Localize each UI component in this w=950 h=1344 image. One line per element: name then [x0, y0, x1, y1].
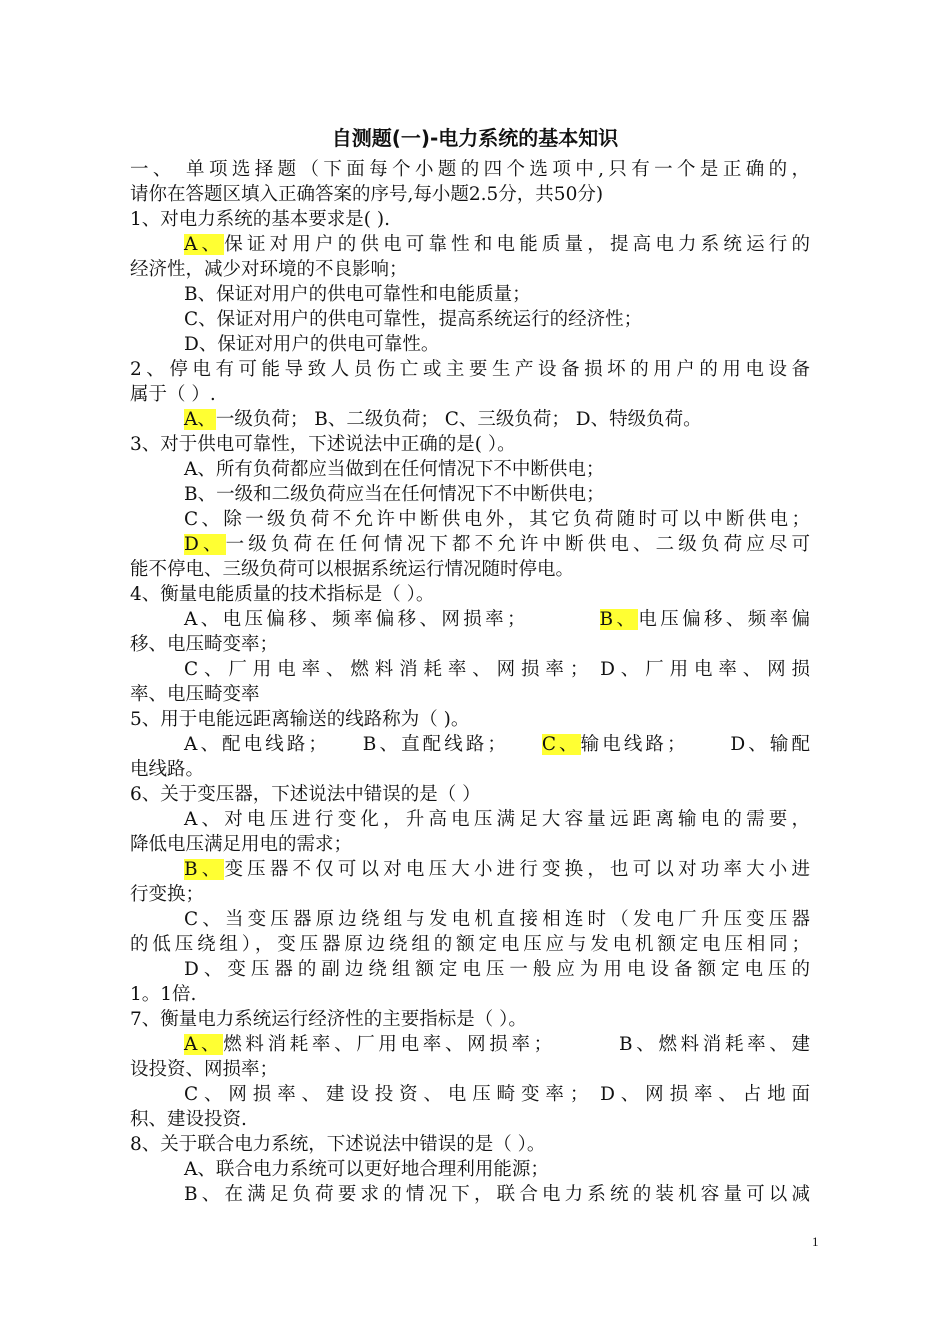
question-3-option-d-cont: 能不停电、三级负荷可以根据系统运行情况随时停电。 — [130, 559, 575, 580]
question-3-stem: 3、对于供电可靠性，下述说法中正确的是( ）。 — [130, 434, 516, 455]
question-6-option-a-cont: 降低电压满足用电的需求； — [130, 834, 353, 855]
option-text: 燃料消耗率、厂用电率、网损率； B、燃料消耗率、建 — [223, 1034, 810, 1055]
question-3-option-c: C、除一级负荷不允许中断供电外，其它负荷随时可以中断供电； — [184, 509, 810, 530]
question-5-options-cont: 电线路。 — [130, 759, 205, 780]
question-3-option-a: A、所有负荷都应当做到在任何情况下不中断供电； — [184, 459, 605, 480]
question-7-stem: 7、衡量电力系统运行经济性的主要指标是（ ）。 — [130, 1009, 527, 1030]
question-6-stem: 6、关于变压器，下述说法中错误的是（ ） — [130, 784, 481, 805]
question-4-options-cd-cont: 率、电压畸变率 — [130, 684, 260, 705]
question-7-options-cd-cont: 积、建设投资. — [130, 1109, 247, 1130]
option-text: A、配电线路； B、直配线路； — [184, 734, 542, 755]
question-2-stem-cont: 属于（ ）. — [130, 384, 216, 405]
question-3-option-b: B、一级和二级负荷应当在任何情况下不中断供电； — [184, 484, 605, 505]
question-1-option-c: C、保证对用户的供电可靠性，提高系统运行的经济性； — [184, 309, 643, 330]
question-6-option-c-cont: 的低压绕组），变压器原边绕组的额定电压应与发电机额定电压相同； — [130, 934, 810, 955]
question-8-option-b: B、在满足负荷要求的情况下，联合电力系统的装机容量可以减 — [184, 1184, 810, 1205]
question-1-stem: 1、对电力系统的基本要求是( ). — [130, 209, 390, 230]
question-8-stem: 8、关于联合电力系统，下述说法中错误的是（ ）。 — [130, 1134, 546, 1155]
question-5-options — [184, 732, 810, 757]
question-1-option-a — [184, 232, 810, 257]
question-8-option-a: A、联合电力系统可以更好地合理利用能源； — [184, 1159, 549, 1180]
question-6-option-d: D、变压器的副边绕组额定电压一般应为用电设备额定电压的 — [184, 959, 810, 980]
question-4-options-cd: C、厂用电率、燃料消耗率、网损率； D、厂用电率、网损 — [184, 659, 810, 680]
option-text: 一级负荷； B、二级负荷； C、三级负荷； D、特级负荷。 — [215, 409, 702, 430]
question-3-option-d — [184, 532, 810, 557]
answer-highlight: B、 — [599, 609, 639, 630]
answer-highlight: A、 — [184, 1034, 224, 1055]
question-7-options-cd: C、网损率、建设投资、电压畸变率； D、网损率、占地面 — [184, 1084, 810, 1105]
question-2-stem: 2、停电有可能导致人员伤亡或主要生产设备损坏的用户的用电设备 — [130, 359, 810, 380]
answer-highlight: B、 — [184, 859, 225, 880]
option-text: A、电压偏移、频率偏移、网损率； — [184, 609, 600, 630]
question-5-stem: 5、用于电能远距离输送的线路称为（ )。 — [130, 709, 470, 730]
question-1-option-d: D、保证对用户的供电可靠性。 — [184, 334, 440, 355]
question-4-options-ab-cont: 移、电压畸变率； — [130, 634, 279, 655]
option-text: 保证对用户的供电可靠性和电能质量，提高电力系统运行的 — [224, 234, 810, 255]
question-7-options-ab — [184, 1032, 810, 1057]
answer-highlight: D、 — [184, 534, 226, 555]
page-number: 1 — [812, 1234, 819, 1249]
question-4-options-ab — [184, 607, 810, 632]
answer-highlight: A、 — [184, 234, 225, 255]
question-6-option-b — [184, 857, 810, 882]
question-6-option-c: C、当变压器原边绕组与发电机直接相连时（发电厂升压变压器 — [184, 909, 810, 930]
question-1-option-b: B、保证对用户的供电可靠性和电能质量； — [184, 284, 531, 305]
question-2-options — [184, 407, 810, 432]
question-6-option-d-cont: 1。1倍. — [130, 984, 197, 1005]
section-heading-line-1: 一、 单项选择题（下面每个小题的四个选项中,只有一个是正确的， — [130, 159, 810, 180]
page-title: 自测题(一)-电力系统的基本知识 — [331, 126, 619, 150]
answer-highlight: C、 — [541, 734, 581, 755]
answer-highlight: A、 — [184, 409, 216, 430]
question-6-option-a: A、对电压进行变化，升高电压满足大容量远距离输电的需要， — [184, 809, 810, 830]
option-text: 变压器不仅可以对电压大小进行变换，也可以对功率大小进 — [224, 859, 810, 880]
option-text: 一级负荷在任何情况下都不允许中断供电、二级负荷应尽可 — [225, 534, 810, 555]
question-1-option-a-cont: 经济性，减少对环境的不良影响； — [130, 259, 408, 280]
option-text: 电压偏移、频率偏 — [638, 609, 810, 630]
question-4-stem: 4、衡量电能质量的技术指标是（ ）。 — [130, 584, 435, 605]
section-heading-line-2: 请你在答题区填入正确答案的序号,每小题2.5分，共50分) — [130, 184, 604, 205]
option-text: 输电线路； D、输配 — [580, 734, 810, 755]
question-7-options-ab-cont: 设投资、网损率； — [130, 1059, 279, 1080]
question-6-option-b-cont: 行变换； — [130, 884, 205, 905]
